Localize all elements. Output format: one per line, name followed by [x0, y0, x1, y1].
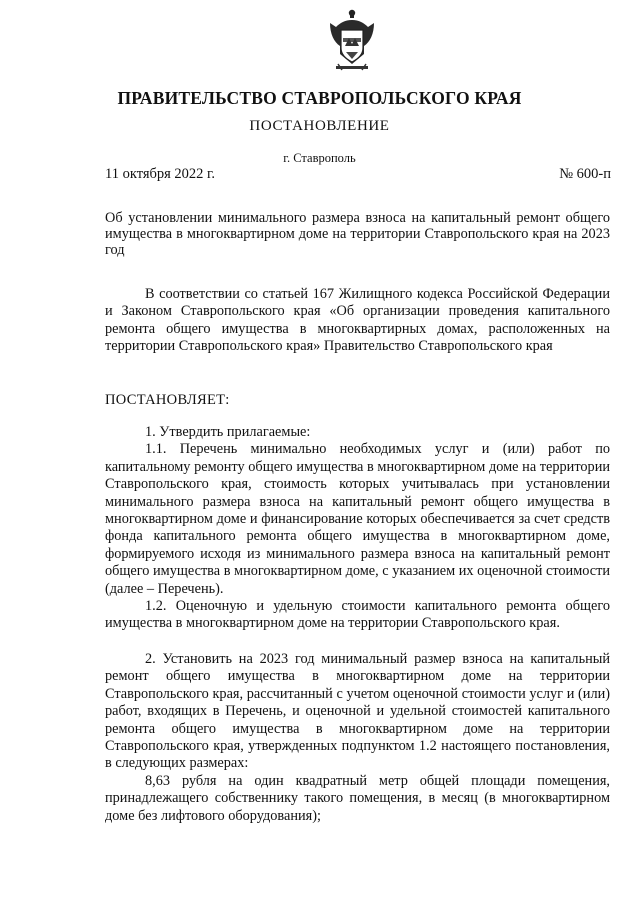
coat-of-arms-icon	[328, 8, 376, 76]
paragraph-1-2: 1.2. Оценочную и удельную стоимости капитального ремонта общего имущества в многоквартирном доме на территории Ставропольского края.	[105, 598, 610, 632]
city: г. Ставрополь	[283, 151, 356, 165]
document-body	[105, 424, 610, 825]
paragraph-2: 2. Установить на 2023 год минимальный размер взноса на капитальный ремонт общего имущества в многоквартирном доме на территории Ставропольского края, рассчитанный с учетом оценочной стоимости услуг и (или) работ, входящих в Перечень, и оценочной и удельной стоимостей капитального ремонта общего имущества в многоквартирном доме на территории Ставропольского края, утвержденных подпунктом 1.2 настоящего постановления, в следующих размерах:	[105, 650, 610, 772]
document-date: 11 октября 2022 г.	[105, 166, 215, 182]
paragraph-1-1: 1.1. Перечень минимально необходимых услуг и (или) работ по капитальному ремонту общего имущества в многоквартирном доме на территории Ставропольского края, стоимость которых учитывалась при установлении минимального размера взноса на капитальный ремонт общего имущества в многоквартирном доме и финансирование которых обеспечивается за счет средств фонда капитального ремонта общего имущества в многоквартирном доме, формируемого исходя из минимального размера взноса на капитальный ремонт общего имущества в многоквартирном доме, с указанием их оценочной стоимости (далее – Перечень).	[105, 441, 610, 597]
paragraph-2-rate: 8,63 рубля на один квадратный метр общей площади помещения, принадлежащего собственнику такого помещения, в месяц (в многоквартирном доме без лифтового оборудования);	[105, 772, 610, 824]
paragraph-1: 1. Утвердить прилагаемые:	[145, 424, 311, 440]
preamble: В соответствии со статьей 167 Жилищного кодекса Российской Федерации и Законом Ставропольского края «Об организации проведения капитального ремонта общего имущества в многоквартирных домах, расположенных на территории Ставропольского края» Правительство Ставропольского края	[105, 286, 610, 355]
document-subject: Об установлении минимального размера взноса на капитальный ремонт общего имущества в многоквартирном доме на территории Ставропольского края на 2023 год	[105, 210, 610, 258]
document-type: ПОСТАНОВЛЕНИЕ	[249, 118, 390, 134]
resolves-heading: ПОСТАНОВЛЯЕТ:	[105, 392, 230, 408]
document-number: № 600-п	[559, 166, 611, 182]
government-title: ПРАВИТЕЛЬСТВО СТАВРОПОЛЬСКОГО КРАЯ	[117, 88, 522, 108]
